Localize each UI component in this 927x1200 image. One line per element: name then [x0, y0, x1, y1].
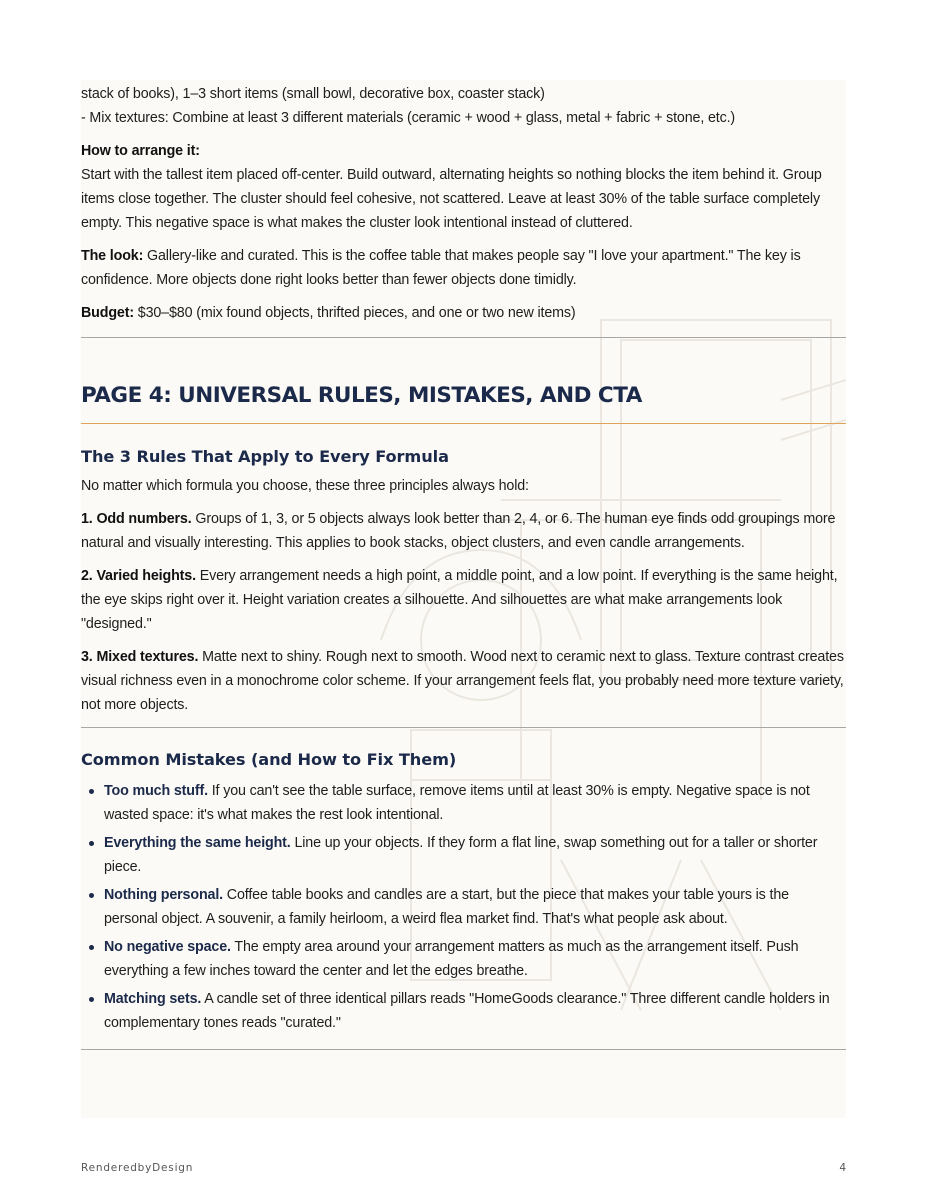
look-paragraph — [81, 244, 846, 292]
rules-heading: The 3 Rules That Apply to Every Formula — [81, 447, 449, 466]
budget-text: $30–$80 (mix found objects, thrifted pieces, and one or two new items) — [133, 305, 576, 321]
bullet-icon — [89, 945, 94, 950]
rules-intro: No matter which formula you choose, these three principles always hold: — [81, 478, 529, 494]
rule-item: 3. Mixed textures. Matte next to shiny. Rough next to smooth. Wood next to ceramic next to glass. Texture contrast creates visual richness even in a monochrome color scheme. If your arrangement feels flat, you probably need more texture variety, not more objects. — [81, 649, 844, 713]
mistakes-heading: Common Mistakes (and How to Fix Them) — [81, 750, 457, 769]
footer-brand: RenderedbyDesign — [81, 1162, 194, 1174]
bullet-icon — [89, 893, 94, 898]
page-number: 4 — [839, 1162, 846, 1174]
intro-line-2: - Mix textures: Combine at least 3 different materials (ceramic + wood + glass, metal + fabric + stone, etc.) — [81, 110, 736, 126]
rule-item: 1. Odd numbers. Groups of 1, 3, or 5 objects always look better than 2, 4, or 6. The human eye finds odd groupings more natural and visually interesting. This applies to book stacks, object clusters, and even candle arrangements. — [81, 511, 836, 551]
budget-paragraph — [81, 301, 846, 325]
budget-label: Budget: — [81, 305, 134, 321]
section-divider — [81, 1049, 846, 1050]
page-content — [81, 80, 846, 1050]
bullet-icon — [89, 997, 94, 1002]
arrange-heading: How to arrange it: — [81, 143, 200, 159]
bullet-icon — [89, 789, 94, 794]
arrange-text: Start with the tallest item placed off-center. Build outward, alternating heights so nothing blocks the item behind it. Group items close together. The cluster should feel cohesive, not scattered. Leave at least 30% of the table surface completely empty. This negative space is what makes the cluster look intentional instead of cluttered. — [81, 167, 822, 231]
list-item: No negative space. The empty area around your arrangement matters as much as the arrangement itself. Push everything a few inches toward the center and let the edges breathe. — [81, 935, 846, 983]
list-item: Too much stuff. If you can't see the table surface, remove items until at least 30% is empty. Negative space is not wasted space: it's what makes the rest look intentional. — [81, 779, 846, 827]
look-text: Gallery-like and curated. This is the coffee table that makes people say "I love your apartment." The key is confidence. More objects done right looks better than fewer objects done timidly. — [81, 248, 801, 288]
bullet-icon — [89, 841, 94, 846]
intro-line-1: stack of books), 1–3 short items (small bowl, decorative box, coaster stack) — [81, 86, 545, 102]
list-item: Everything the same height. Line up your objects. If they form a flat line, swap something out for a taller or shorter piece. — [81, 831, 846, 879]
list-item: Matching sets. A candle set of three identical pillars reads "HomeGoods clearance." Three different candle holders in complementary tones reads "curated." — [81, 987, 846, 1035]
mistakes-list — [81, 779, 846, 1035]
list-item: Nothing personal. Coffee table books and candles are a start, but the piece that makes your table yours is the personal object. A souvenir, a family heirloom, a weird flea market find. That's what people ask about. — [81, 883, 846, 931]
look-label: The look: — [81, 248, 144, 264]
rule-item: 2. Varied heights. Every arrangement needs a high point, a middle point, and a low point. If everything is the same height, the eye skips right over it. Height variation creates a silhouette. And silhouettes are what make arrangements look "designed." — [81, 568, 838, 632]
page-title: PAGE 4: UNIVERSAL RULES, MISTAKES, AND CTA — [81, 383, 642, 408]
